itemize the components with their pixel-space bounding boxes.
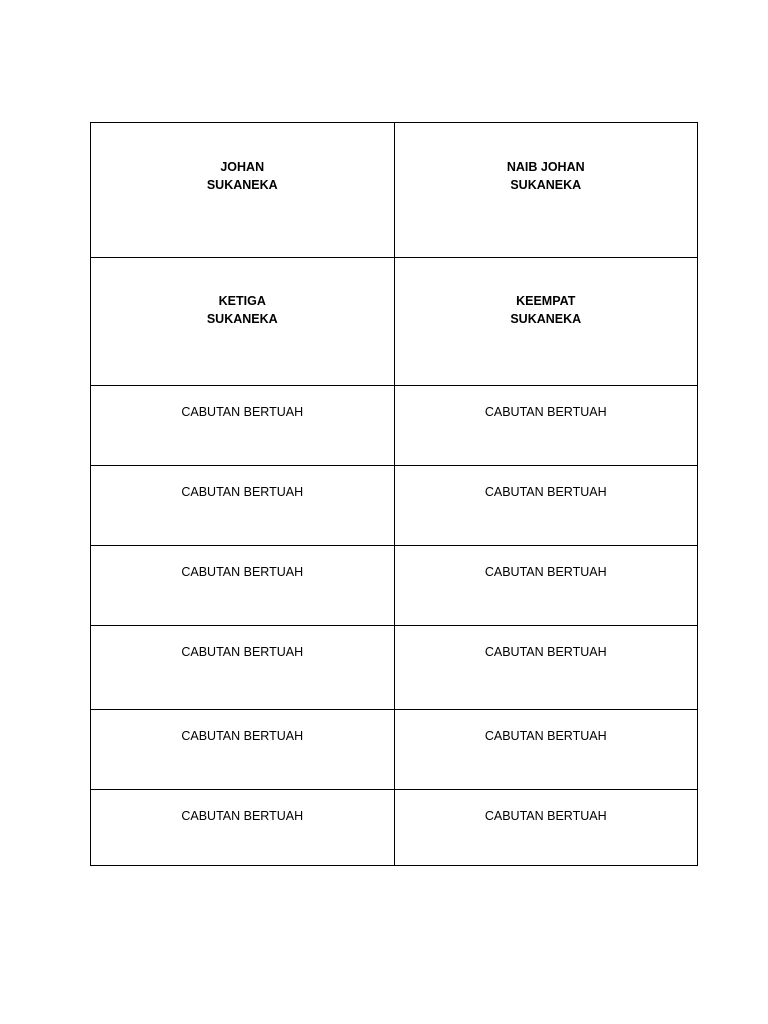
lucky-draw-label: CABUTAN BERTUAH bbox=[181, 809, 304, 823]
lucky-draw-cell bbox=[394, 626, 698, 710]
lucky-draw-cell bbox=[394, 790, 698, 866]
lucky-draw-cell bbox=[394, 386, 698, 466]
prize-event: SUKANEKA bbox=[206, 178, 278, 192]
prize-cell-johan bbox=[91, 123, 395, 258]
lucky-draw-cell bbox=[394, 546, 698, 626]
lucky-draw-label: CABUTAN BERTUAH bbox=[181, 405, 304, 419]
lucky-draw-cell bbox=[91, 386, 395, 466]
table-row bbox=[91, 466, 698, 546]
lucky-draw-label: CABUTAN BERTUAH bbox=[484, 645, 607, 659]
lucky-draw-cell bbox=[91, 466, 395, 546]
lucky-draw-label: CABUTAN BERTUAH bbox=[181, 729, 304, 743]
table-row bbox=[91, 386, 698, 466]
lucky-draw-cell bbox=[91, 626, 395, 710]
lucky-draw-label: CABUTAN BERTUAH bbox=[181, 645, 304, 659]
lucky-draw-label: CABUTAN BERTUAH bbox=[181, 565, 304, 579]
prize-cell-ketiga bbox=[91, 258, 395, 386]
lucky-draw-label: CABUTAN BERTUAH bbox=[484, 565, 607, 579]
lucky-draw-label: CABUTAN BERTUAH bbox=[181, 485, 304, 499]
table-row bbox=[91, 626, 698, 710]
lucky-draw-label: CABUTAN BERTUAH bbox=[484, 809, 607, 823]
lucky-draw-cell bbox=[91, 790, 395, 866]
prize-label-table bbox=[90, 122, 698, 866]
lucky-draw-cell bbox=[394, 466, 698, 546]
prize-title: NAIB JOHAN bbox=[506, 160, 585, 174]
lucky-draw-label: CABUTAN BERTUAH bbox=[484, 405, 607, 419]
prize-cell-naib-johan bbox=[394, 123, 698, 258]
lucky-draw-cell bbox=[91, 710, 395, 790]
prize-event: SUKANEKA bbox=[510, 178, 582, 192]
prize-cell-keempat bbox=[394, 258, 698, 386]
prize-title: JOHAN bbox=[220, 160, 265, 174]
table-row bbox=[91, 710, 698, 790]
prize-title: KETIGA bbox=[218, 294, 266, 308]
prize-event: SUKANEKA bbox=[206, 312, 278, 326]
prize-event: SUKANEKA bbox=[510, 312, 582, 326]
table-row bbox=[91, 123, 698, 258]
table-row bbox=[91, 258, 698, 386]
lucky-draw-cell bbox=[394, 710, 698, 790]
table-row bbox=[91, 790, 698, 866]
table-row bbox=[91, 546, 698, 626]
prize-title: KEEMPAT bbox=[516, 294, 576, 308]
lucky-draw-label: CABUTAN BERTUAH bbox=[484, 485, 607, 499]
lucky-draw-cell bbox=[91, 546, 395, 626]
lucky-draw-label: CABUTAN BERTUAH bbox=[484, 729, 607, 743]
